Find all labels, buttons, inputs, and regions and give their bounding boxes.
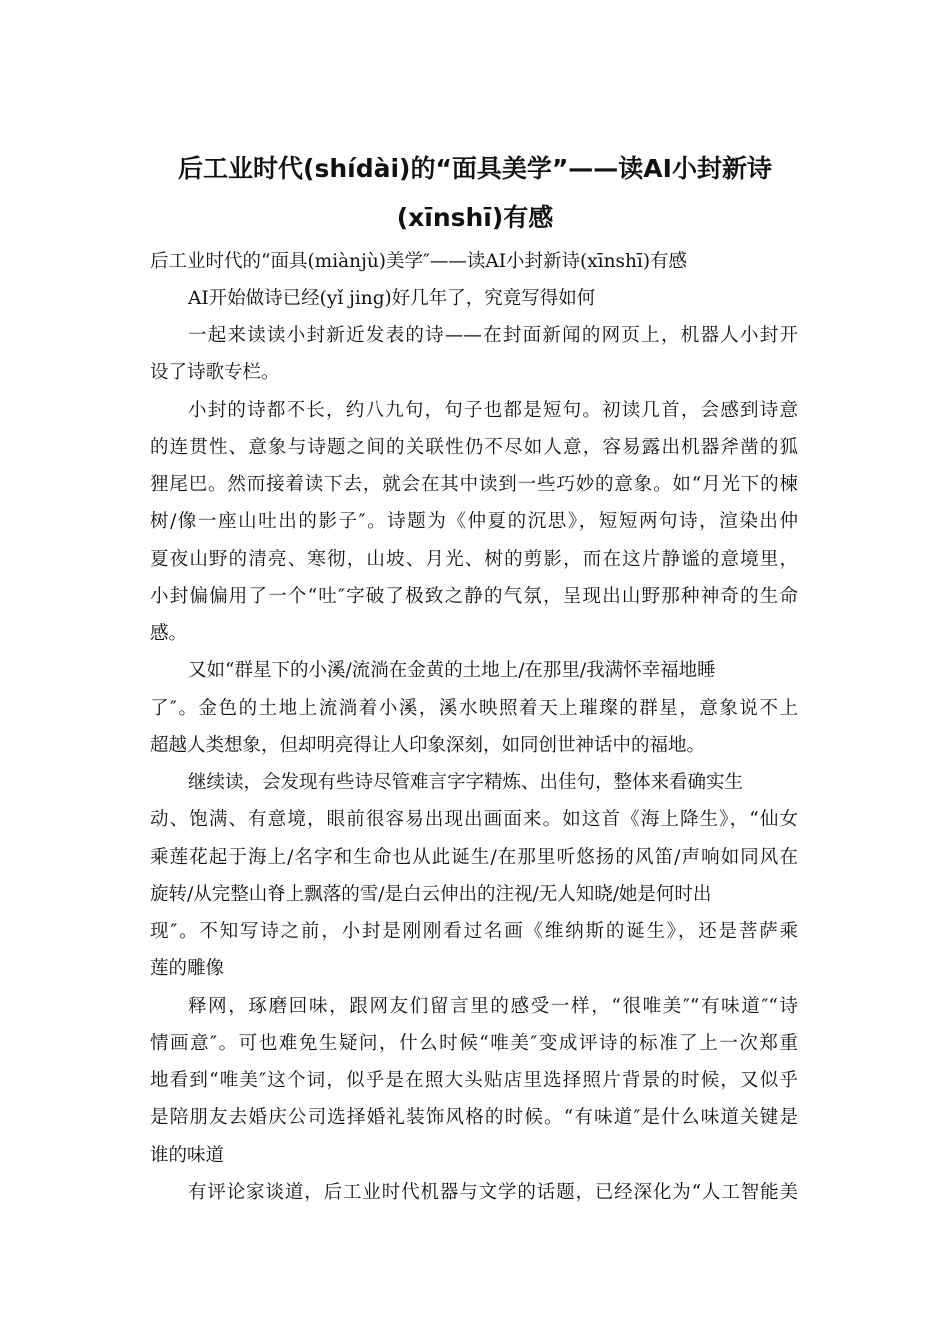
text-line: 情画意″。可也难免生疑问，什么时候“唯美″变成评诗的标准了上一次郑重 xyxy=(150,1033,798,1054)
text-line: 夏夜山野的清亮、寒彻，山坡、月光、树的剪影，而在这片静谧的意境里， xyxy=(150,549,798,570)
text-line: 小封的诗都不长，约八九句，句子也都是短句。初读几首，会感到诗意 xyxy=(188,400,798,421)
text-line: 谁的味道 xyxy=(150,1145,225,1166)
text-line: 设了诗歌专栏。 xyxy=(150,362,280,383)
document-title-line-2: (xīnshī)有感 xyxy=(396,203,554,232)
document-title-line-1: 后工业时代(shídài)的“面具美学”——读AI小封新诗 xyxy=(178,154,772,183)
text-line: 后工业时代的“面具(miànjù)美学″——读AI小封新诗(xīnshī)有感 xyxy=(150,251,688,272)
text-line: 是陪朋友去婚庆公司选择婚礼装饰风格的时候。“有味道″是什么味道关键是 xyxy=(150,1107,798,1128)
text-line: 感。 xyxy=(150,623,188,644)
text-line: 狸尾巴。然而接着读下去，就会在其中读到一些巧妙的意象。如“月光下的楝 xyxy=(150,474,798,495)
text-line: 又如“群星下的小溪/流淌在金黄的土地上/在那里/我满怀幸福地睡 xyxy=(188,660,716,681)
text-line: 动、饱满、有意境，眼前很容易出现出画面来。如这首《海上降生》，“仙女 xyxy=(150,809,798,830)
text-line: 有评论家谈道，后工业时代机器与文学的话题，已经深化为“人工智能美 xyxy=(188,1182,798,1203)
text-line: 继续读，会发现有些诗尽管难言字字精炼、出佳句，整体来看确实生 xyxy=(188,772,744,793)
text-line: 树/像一座山吐出的影子″。诗题为《仲夏的沉思》，短短两句诗，渲染出仲 xyxy=(150,511,798,532)
text-line: 旋转/从完整山脊上飘落的雪/是白云伸出的注视/无人知晓/她是何时出 xyxy=(150,884,712,905)
text-line: 小封偏偏用了一个“吐″字破了极致之静的气氛，呈现出山野那种神奇的生命 xyxy=(150,586,798,607)
text-line: 现″。不知写诗之前，小封是刚刚看过名画《维纳斯的诞生》，还是菩萨乘 xyxy=(150,921,798,942)
text-line: 的连贯性、意象与诗题之间的关联性仍不尽如人意，容易露出机器斧凿的狐 xyxy=(150,437,798,458)
text-line: 地看到“唯美″这个词，似乎是在照大头贴店里选择照片背景的时候，又似乎 xyxy=(150,1070,798,1091)
text-line: 乘莲花起于海上/名字和生命也从此诞生/在那里听悠扬的风笛/声响如同风在 xyxy=(150,847,798,868)
text-line: 释网，琢磨回味，跟网友们留言里的感受一样，“很唯美″“有味道″“诗 xyxy=(188,996,798,1017)
text-line: AI开始做诗已经(yǐ jing)好几年了，究竟写得如何 xyxy=(188,288,596,309)
text-line: 了″。金色的土地上流淌着小溪，溪水映照着天上璀璨的群星，意象说不上 xyxy=(150,698,798,719)
text-line: 一起来读读小封新近发表的诗——在封面新闻的网页上，机器人小封开 xyxy=(188,325,798,346)
text-line: 超越人类想象，但却明亮得让人印象深刻，如同创世神话中的福地。 xyxy=(150,735,706,756)
text-line: 莲的雕像 xyxy=(150,958,225,979)
